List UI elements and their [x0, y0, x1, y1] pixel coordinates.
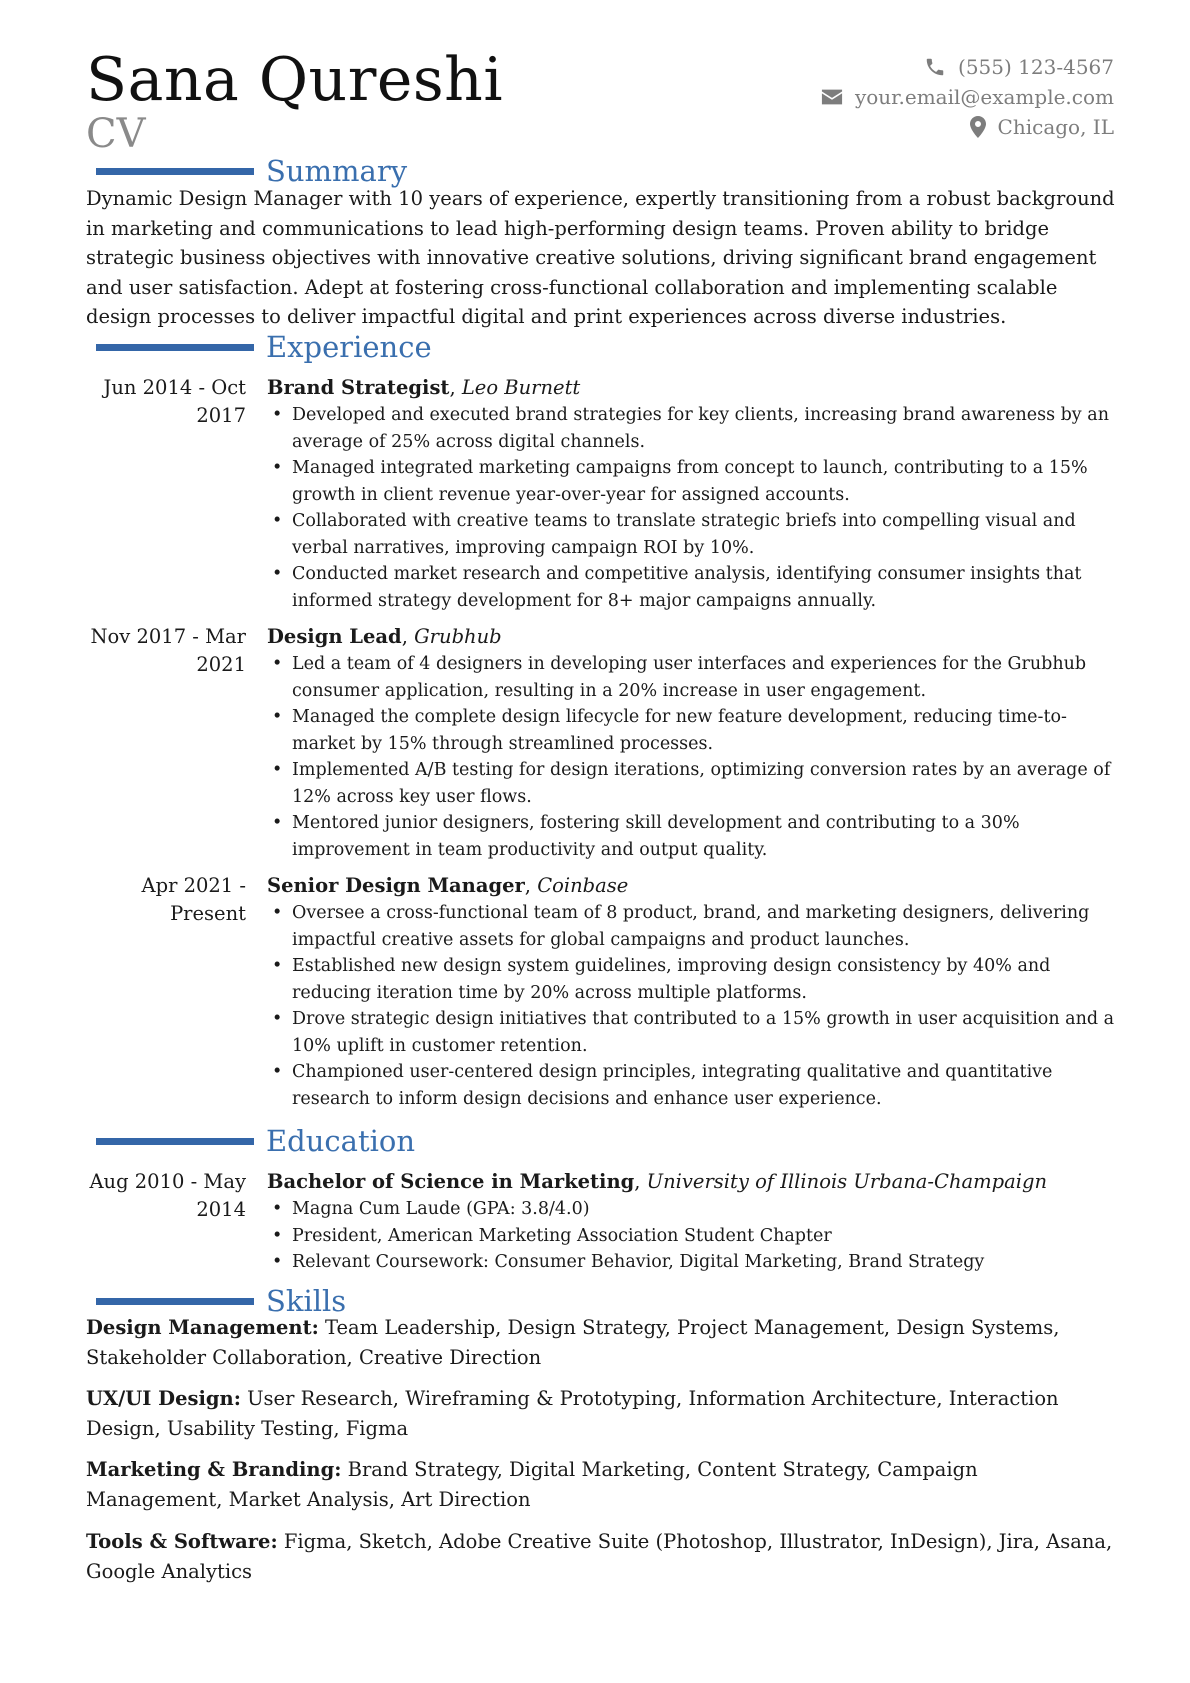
skill-category: Design Management: [86, 1316, 319, 1339]
phone-text: (555) 123-4567 [958, 55, 1114, 79]
candidate-name: Sana Qureshi [86, 45, 504, 115]
section-rule [96, 1298, 254, 1305]
bullet-item: • Implemented A/B testing for design iterations, optimizing conversion rates by an average of 12% across key user flows. [267, 757, 1116, 810]
map-marker-icon [970, 116, 986, 138]
bullet-item: • Drove strategic design initiatives that contributed to a 15% growth in user acquisition and a 10% uplift in customer retention. [267, 1006, 1116, 1059]
bullet-item: • Mentored junior designers, fostering skill development and contributing to a 30% improvement in team productivity and output quality. [267, 810, 1116, 863]
bullet-item: • Established new design system guidelines, improving design consistency by 40% and reducing iteration time by 20% across multiple platforms. [267, 953, 1116, 1006]
skill-group [86, 1527, 1116, 1586]
section-title: Summary [266, 154, 408, 188]
entry-date: Aug 2010 - May 2014 [89, 1170, 246, 1221]
entry-bullets [267, 1196, 1116, 1276]
entry-role: Design Lead [267, 625, 402, 648]
bullet-item: • Collaborated with creative teams to translate strategic briefs into compelling visual and verbal narratives, improving campaign ROI by 10%. [267, 508, 1116, 561]
section-title: Skills [266, 1284, 347, 1318]
summary-paragraph: Dynamic Design Manager with 10 years of experience, expertly transitioning from a robust background in marketing and communications to lead high-performing design teams. Proven ability to bridge strategic business objectives with innovative creative solutions, driving significant brand engagement and user satisfaction. Adept at fostering cross-functional collaboration and implementing scalable design processes to deliver impactful digital and print experiences across diverse industries. [86, 187, 1115, 328]
entry-date: Nov 2017 - Mar 2021 [90, 625, 246, 676]
entry-date: Jun 2014 - Oct 2017 [103, 376, 246, 427]
entry-degree: Bachelor of Science in Marketing [267, 1170, 635, 1193]
entry-organization: Grubhub [414, 625, 502, 648]
bullet-item: • Led a team of 4 designers in developing user interfaces and experiences for the Grubhub consumer application, resulting in a 20% increase in user engagement. [267, 651, 1116, 704]
entry-body [267, 623, 1116, 863]
entry-title: Senior Design Manager, Coinbase [267, 874, 629, 897]
skill-category: UX/UI Design: [86, 1387, 241, 1410]
section-rule [96, 168, 254, 175]
bullet-item: • Championed user-centered design principles, integrating qualitative and quantitative research to inform design decisions and enhance user experience. [267, 1059, 1116, 1112]
entry-body [267, 872, 1116, 1112]
section-heading-summary [96, 154, 407, 188]
section-rule [96, 1138, 254, 1145]
skill-group [86, 1455, 1116, 1514]
entry-organization: Leo Burnett [461, 376, 581, 399]
entry-institution: University of Illinois Urbana-Champaign [646, 1170, 1048, 1193]
bullet-item: • Managed integrated marketing campaigns from concept to launch, contributing to a 15% growth in client revenue year-over-year for assigned accounts. [267, 455, 1116, 508]
bullet-item: • Managed the complete design lifecycle for new feature development, reducing time-to-market by 15% through streamlined processes. [267, 704, 1116, 757]
location-text: Chicago, IL [997, 115, 1114, 139]
skill-items: Figma, Sketch, Adobe Creative Suite (Photoshop, Illustrator, InDesign), Jira, Asana, Google Analytics [86, 1530, 1113, 1583]
entry-title: Design Lead, Grubhub [267, 625, 502, 648]
section-rule [96, 344, 254, 351]
entry-body [267, 374, 1116, 614]
entry-title: Brand Strategist, Leo Burnett [267, 376, 581, 399]
skill-category: Marketing & Branding: [86, 1458, 342, 1481]
bullet-item: • Relevant Coursework: Consumer Behavior, Digital Marketing, Brand Strategy [267, 1249, 1116, 1276]
skill-group [86, 1313, 1116, 1372]
entry-bullets [267, 402, 1116, 614]
bullet-item: • President, American Marketing Association Student Chapter [267, 1223, 1116, 1250]
skill-items: Team Leadership, Design Strategy, Project Management, Design Systems, Stakeholder Collaboration, Creative Direction [86, 1316, 1060, 1369]
email-text: your.email@example.com [854, 85, 1114, 109]
section-heading-education [96, 1124, 415, 1158]
contact-email[interactable] [821, 82, 1114, 112]
section-title: Experience [266, 330, 432, 364]
envelope-icon [821, 88, 843, 106]
contact-block [821, 52, 1114, 142]
entry-bullets [267, 651, 1116, 863]
entry-date: Apr 2021 - Present [141, 874, 246, 925]
entry-body [267, 1168, 1116, 1276]
phone-icon [924, 56, 946, 78]
contact-location [821, 112, 1114, 142]
bullet-item: • Developed and executed brand strategies for key clients, increasing brand awareness by an average of 25% across digital channels. [267, 402, 1116, 455]
skill-items: Brand Strategy, Digital Marketing, Content Strategy, Campaign Management, Market Analysis, Art Direction [86, 1458, 978, 1511]
contact-phone[interactable] [821, 52, 1114, 82]
skill-items: User Research, Wireframing & Prototyping, Information Architecture, Interaction Design, Usability Testing, Figma [86, 1387, 1059, 1440]
entry-organization: Coinbase [537, 874, 629, 897]
entry-title: Bachelor of Science in Marketing, University of Illinois Urbana-Champaign [267, 1170, 1048, 1193]
document-subtitle: CV [86, 111, 146, 157]
entry-bullets [267, 900, 1116, 1112]
skill-category: Tools & Software: [86, 1530, 278, 1553]
bullet-item: • Oversee a cross-functional team of 8 product, brand, and marketing designers, delivering impactful creative assets for global campaigns and product launches. [267, 900, 1116, 953]
skill-group [86, 1384, 1116, 1443]
section-title: Education [266, 1124, 416, 1158]
section-heading-experience [96, 330, 432, 364]
bullet-item: • Magna Cum Laude (GPA: 3.8/4.0) [267, 1196, 1116, 1223]
bullet-item: • Conducted market research and competitive analysis, identifying consumer insights that informed strategy development for 8+ major campaigns annually. [267, 561, 1116, 614]
entry-role: Brand Strategist [267, 376, 450, 399]
entry-role: Senior Design Manager [267, 874, 525, 897]
